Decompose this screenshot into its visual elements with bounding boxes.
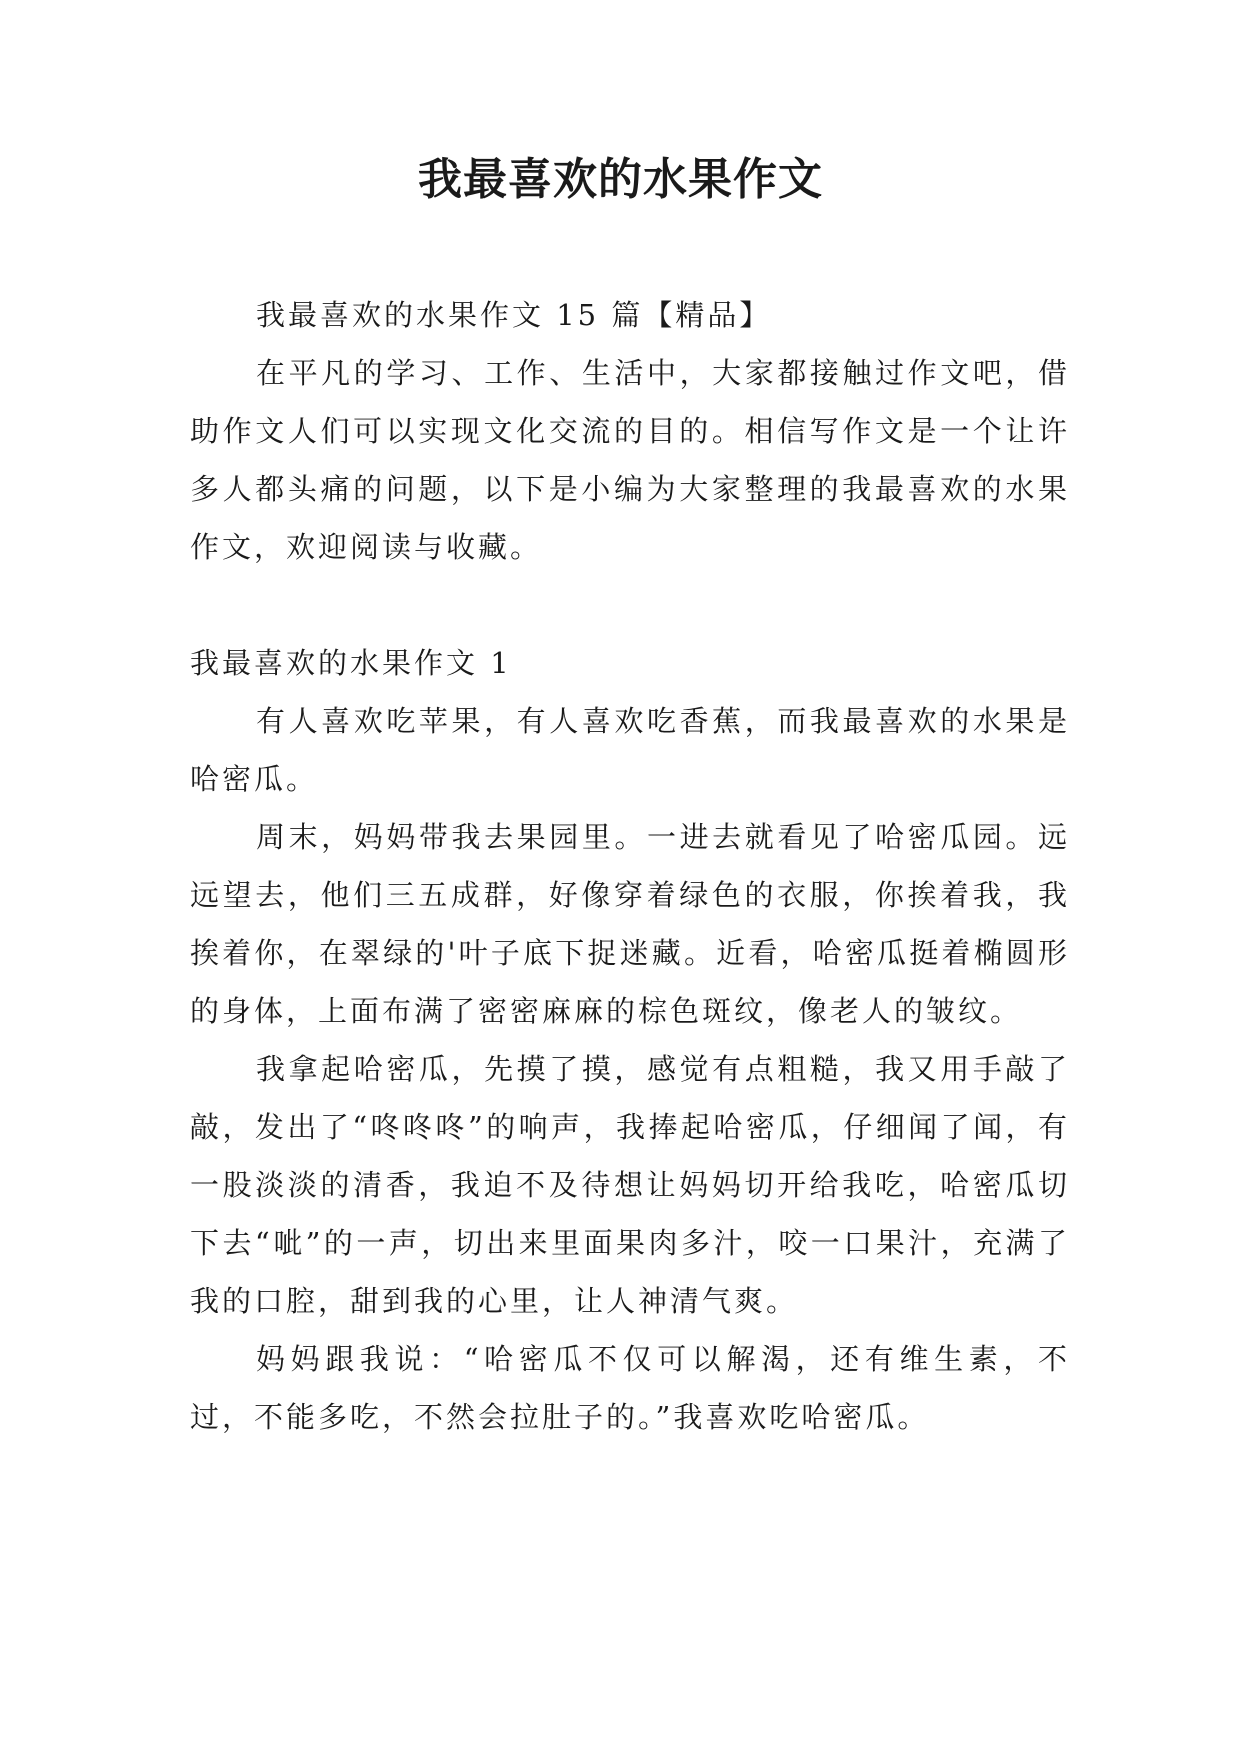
section-heading: 我最喜欢的水果作文 1 <box>190 646 512 680</box>
section-paragraph: 我拿起哈密瓜，先摸了摸，感觉有点粗糙，我又用手敲了敲，发出了“咚咚咚”的响声，我捧起哈密瓜，仔细闻了闻，有一股淡淡的清香，我迫不及待想让妈妈切开给我吃，哈密瓜切下去“呲”的一声，切出来里面果肉多汁，咬一口果汁，充满了我的口腔，甜到我的心里，让人神清气爽。 <box>190 1052 1070 1318</box>
section-paragraph: 周末，妈妈带我去果园里。一进去就看见了哈密瓜园。远远望去，他们三五成群，好像穿着绿色的衣服，你挨着我，我挨着你，在翠绿的'叶子底下捉迷藏。近看，哈密瓜挺着椭圆形的身体，上面布满了密密麻麻的棕色斑纹，像老人的皱纹。 <box>190 820 1070 1028</box>
document-title: 我最喜欢的水果作文 <box>418 154 823 205</box>
section-paragraph: 有人喜欢吃苹果，有人喜欢吃香蕉，而我最喜欢的水果是哈密瓜。 <box>190 704 1070 796</box>
section-spacer <box>190 576 1070 634</box>
section-paragraph: 妈妈跟我说：“哈密瓜不仅可以解渴，还有维生素，不过，不能多吃，不然会拉肚子的。”我喜欢吃哈密瓜。 <box>190 1342 1070 1434</box>
intro-paragraph: 在平凡的学习、工作、生活中，大家都接触过作文吧，借助作文人们可以实现文化交流的目的。相信写作文是一个让许多人都头痛的问题，以下是小编为大家整理的我最喜欢的水果作文，欢迎阅读与收藏。 <box>190 356 1070 564</box>
document-body <box>190 286 1070 1446</box>
subtitle: 我最喜欢的水果作文 15 篇【精品】 <box>256 298 772 332</box>
